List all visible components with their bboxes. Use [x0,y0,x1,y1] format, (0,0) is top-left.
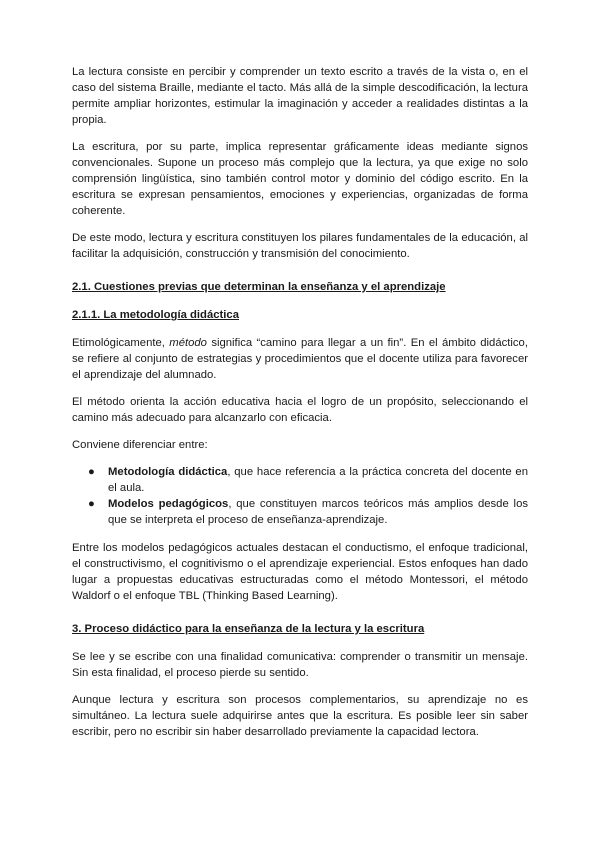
intro-paragraph-conclusion: De este modo, lectura y escritura constituyen los pilares fundamentales de la educación, al facilitar la adquisición, construcción y transmisión del conocimiento. [72,232,528,260]
section-heading-3: 3. Proceso didáctico para la enseñanza de la lectura y la escritura [72,623,425,635]
method-term: método [169,337,207,349]
section-heading-2-1-1: 2.1.1. La metodología didáctica [72,309,239,321]
intro-paragraph-reading: La lectura consiste en percibir y comprender un texto escrito a través de la vista o, en el caso del sistema Braille, mediante el tacto. Más allá de la simple descodificación, la lectura permite ampliar horizontes, estimular la imaginación y acceder a realidades distintas a la propia. [72,66,528,126]
communicative-purpose-paragraph: Se lee y se escribe con una finalidad comunicativa: comprender o transmitir un mensaje. Sin esta finalidad, el proceso pierde su sentido. [72,651,528,679]
intro-paragraph-writing: La escritura, por su parte, implica representar gráficamente ideas mediante signos convencionales. Supone un proceso más complejo que la lectura, ya que exige no solo comprensión lingüística, sino también control motor y dominio del código escrito. En la escritura se expresan pensamientos, emociones y experiencias, organizadas de forma coherente. [72,141,528,217]
method-definition-paragraph [72,335,528,383]
bullet-text: , que hace referencia a la práctica concreta del docente en el aula. [108,466,528,494]
list-item [72,464,528,496]
bullet-marker: ● [88,498,95,510]
bullet-list [72,464,528,528]
differentiate-intro: Conviene diferenciar entre: [72,439,208,451]
method-purpose-paragraph: El método orienta la acción educativa hacia el logro de un propósito, seleccionando el camino más adecuado para alcanzarlo con eficacia. [72,396,528,424]
list-item [72,496,528,528]
bullet-term: Modelos pedagógicos [108,498,229,510]
bullet-text: , que constituyen marcos teóricos más amplios desde los que se interpreta el proceso de enseñanza-aprendizaje. [108,498,528,526]
document-page [72,64,528,751]
learning-order-paragraph: Aunque lectura y escritura son procesos complementarios, su aprendizaje no es simultáneo. La lectura suele adquirirse antes que la escritura. Es posible leer sin saber escribir, pero no escribir sin haber desarrollado previamente la capacidad lectora. [72,694,528,738]
method-definition-post: significa “camino para llegar a un fin”. En el ámbito didáctico, se refiere al conjunto de estrategias y procedimientos que el docente utiliza para favorecer el aprendizaje del alumnado. [72,337,528,381]
method-definition-pre: Etimológicamente, [72,337,170,349]
section-heading-2-1: 2.1. Cuestiones previas que determinan la enseñanza y el aprendizaje [72,281,446,293]
pedagogical-models-paragraph: Entre los modelos pedagógicos actuales destacan el conductismo, el enfoque tradicional, el constructivismo, el cognitivismo o el aprendizaje experiencial. Estos enfoques han dado lugar a propuestas educativas estructuradas como el método Montessori, el método Waldorf o el enfoque TBL (Thinking Based Learning). [72,542,528,602]
bullet-marker: ● [88,466,95,478]
bullet-term: Metodología didáctica [108,466,228,478]
